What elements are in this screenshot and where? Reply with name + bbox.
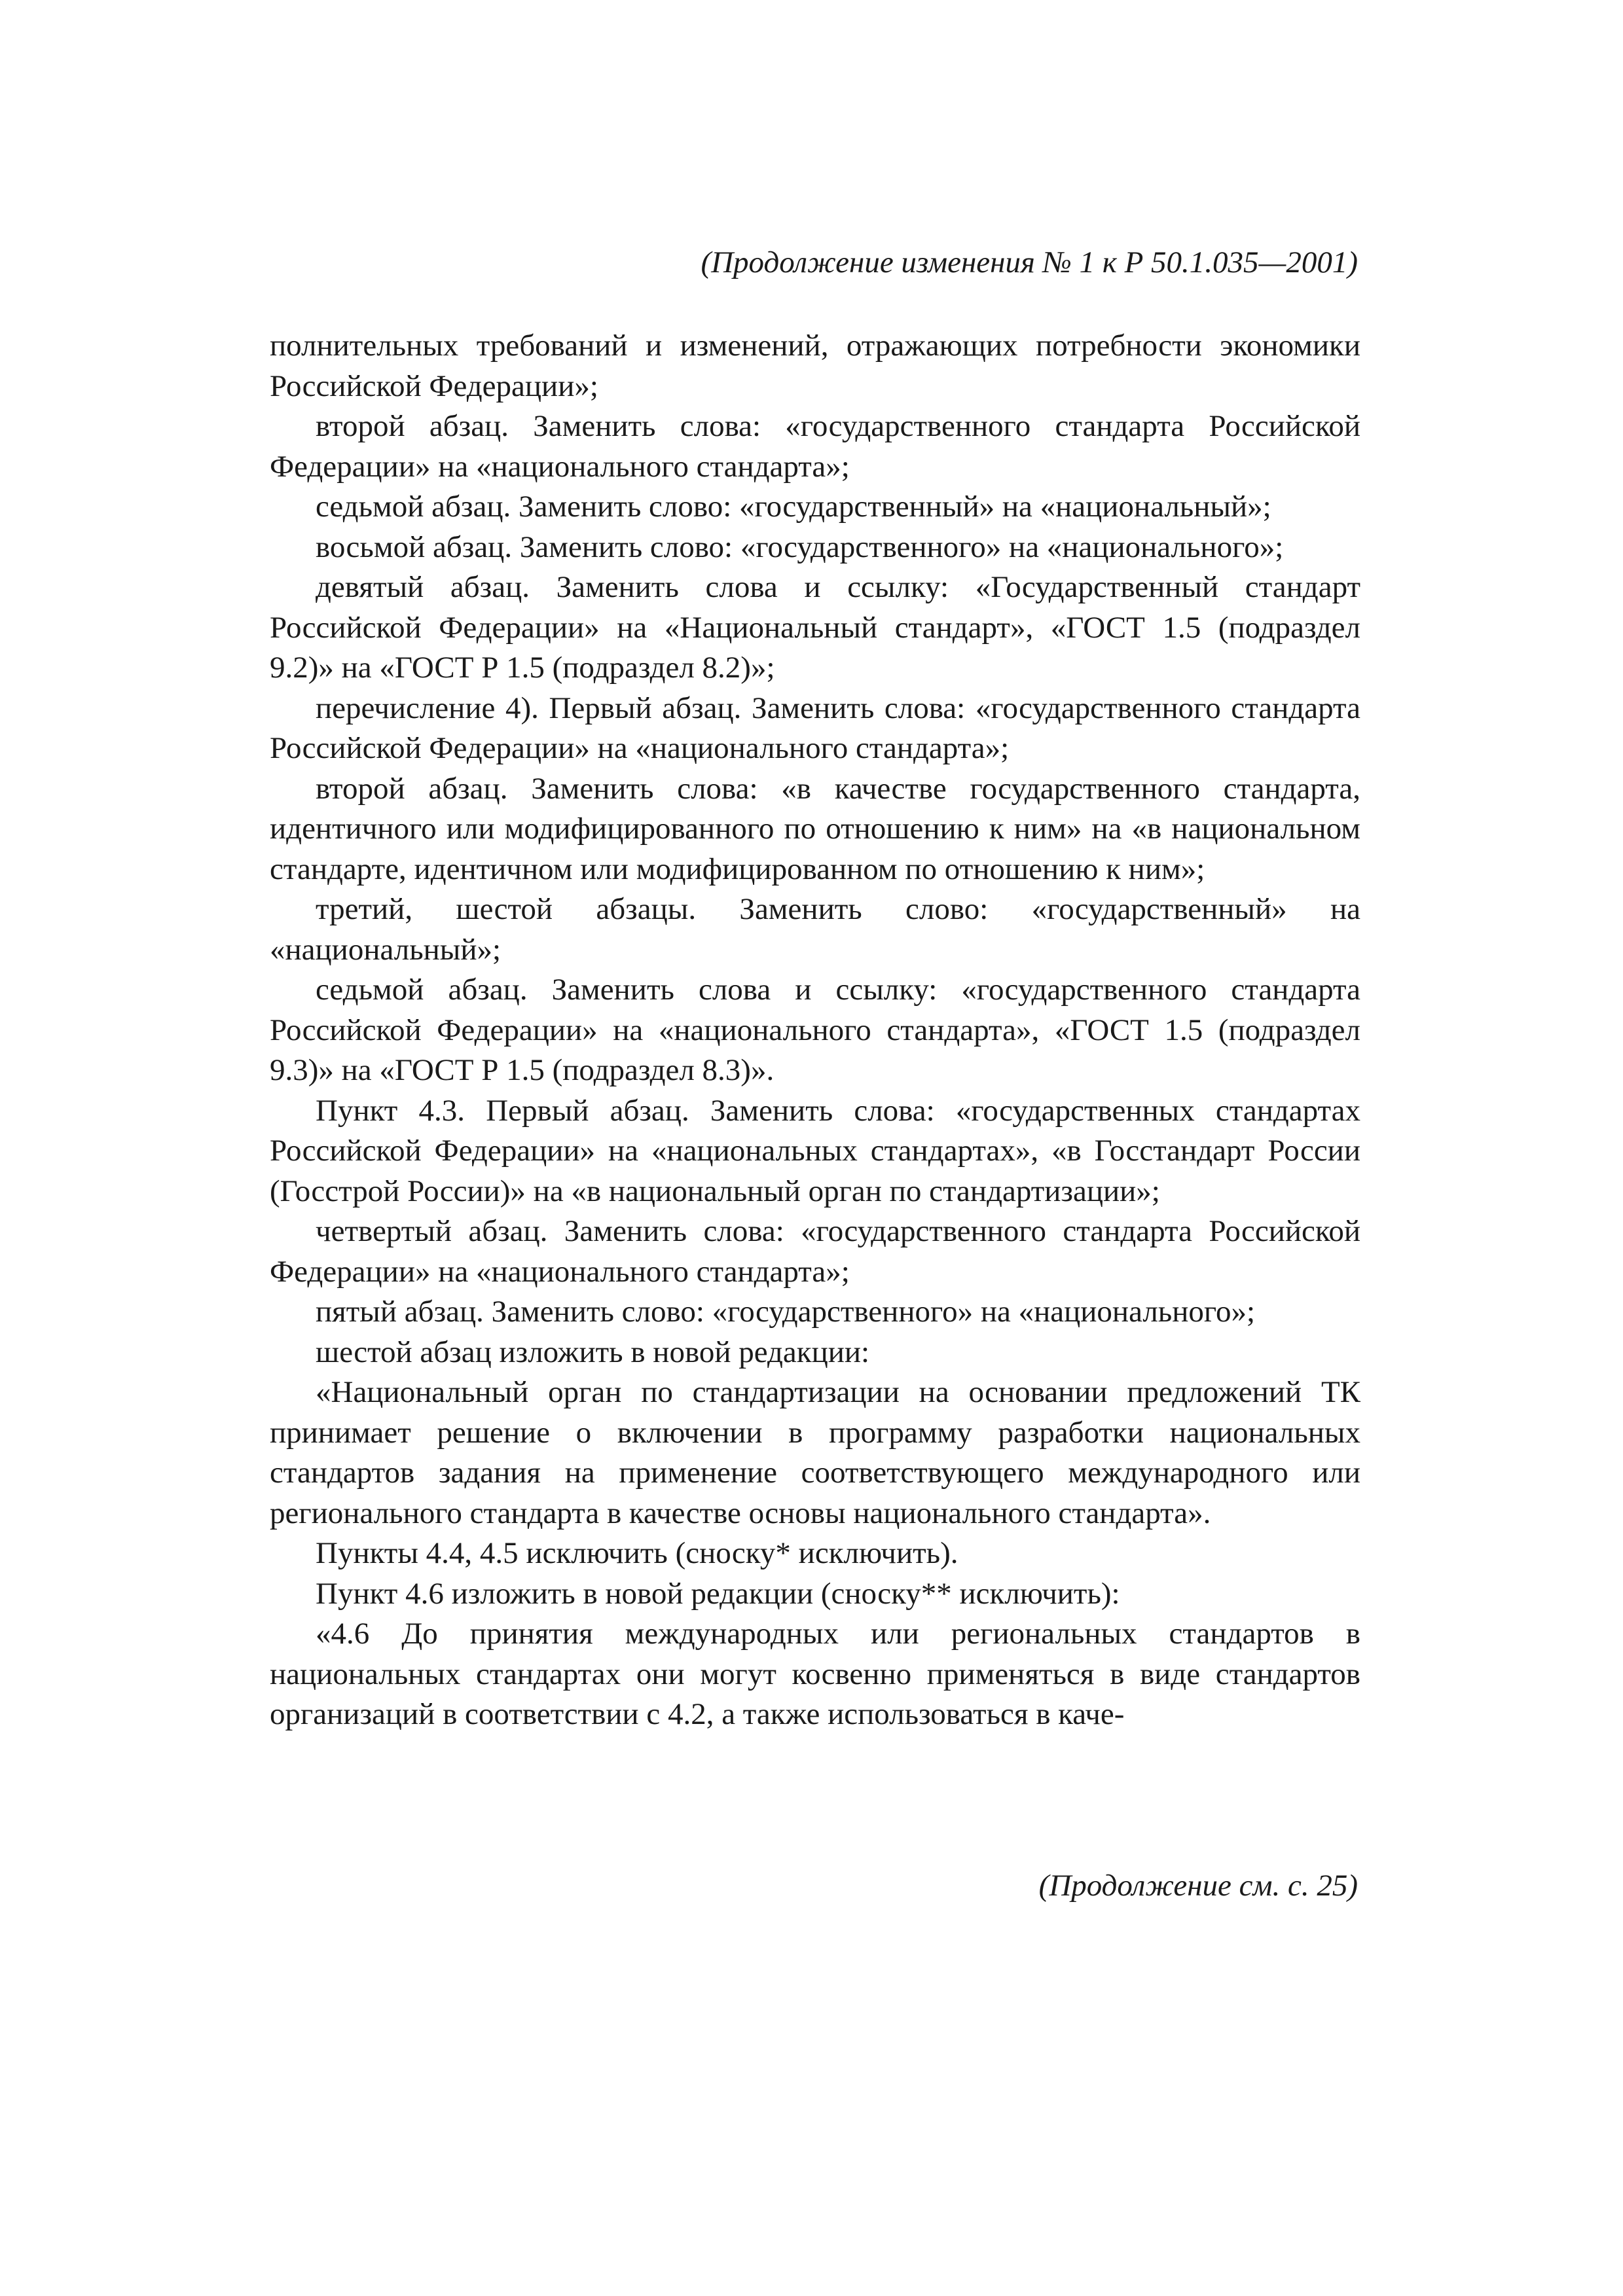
paragraph-4: восьмой абзац. Заменить слово: «государственного» на «национального»; [316, 529, 1284, 564]
continuation-footer: (Продолжение см. с. 25) [1038, 1869, 1358, 1903]
amendment-body [270, 326, 1360, 1735]
paragraph-12: пятый абзац. Заменить слово: «государственного» на «национального»; [316, 1295, 1256, 1329]
paragraph-8: третий, шестой абзацы. Заменить слово: «государственный» на «национальный»; [270, 892, 1360, 967]
paragraph-9: седьмой абзац. Заменить слова и ссылку: «государственного стандарта Российской Федерации» на «национального стандарта», «ГОСТ 1.5 (подраздел 9.3)» на «ГОСТ Р 1.5 (подраздел 8.3)». [270, 973, 1360, 1087]
paragraph-17: «4.6 До принятия международных или региональных стандартов в национальных стандартах они могут косвенно применяться в виде стандартов организаций в соответствии с 4.2, а также использоваться в каче- [270, 1617, 1360, 1731]
paragraph-16: Пункт 4.6 изложить в новой редакции (сноску** исключить): [316, 1576, 1120, 1611]
paragraph-1: полнительных требований и изменений, отражающих потребности экономики Российской Федерации»; [270, 329, 1360, 403]
paragraph-15: Пункты 4.4, 4.5 исключить (сноску* исключить). [316, 1536, 958, 1570]
continuation-header: (Продолжение изменения № 1 к Р 50.1.035—2001) [701, 245, 1358, 279]
paragraph-13: шестой абзац изложить в новой редакции: [316, 1335, 870, 1369]
paragraph-10: Пункт 4.3. Первый абзац. Заменить слова: «государственных стандартах Российской Федерации» на «национальных стандартах», «в Госстандарт России (Госстрой России)» на «в национальный орган по стандартизации»; [270, 1093, 1360, 1208]
paragraph-2: второй абзац. Заменить слова: «государственного стандарта Российской Федерации» на «национального стандарта»; [270, 409, 1360, 484]
paragraph-6: перечисление 4). Первый абзац. Заменить слова: «государственного стандарта Российской Федерации» на «национального стандарта»; [270, 691, 1360, 765]
paragraph-7: второй абзац. Заменить слова: «в качестве государственного стандарта, идентичного или модифицированного по отношению к ним» на «в национальном стандарте, идентичном или модифицированном по отношению к ним»; [270, 771, 1360, 886]
paragraph-11: четвертый абзац. Заменить слова: «государственного стандарта Российской Федерации» на «национального стандарта»; [270, 1214, 1360, 1289]
paragraph-3: седьмой абзац. Заменить слово: «государственный» на «национальный»; [316, 490, 1271, 524]
paragraph-14: «Национальный орган по стандартизации на основании предложений ТК принимает решение о включении в программу разработки национальных стандартов задания на применение соответствующего международного или регионального стандарта в качестве основы национального стандарта». [270, 1375, 1360, 1530]
paragraph-5: девятый абзац. Заменить слова и ссылку: «Государственный стандарт Российской Федерации» на «Национальный стандарт», «ГОСТ 1.5 (подраздел 9.2)» на «ГОСТ Р 1.5 (подраздел 8.2)»; [270, 570, 1360, 685]
